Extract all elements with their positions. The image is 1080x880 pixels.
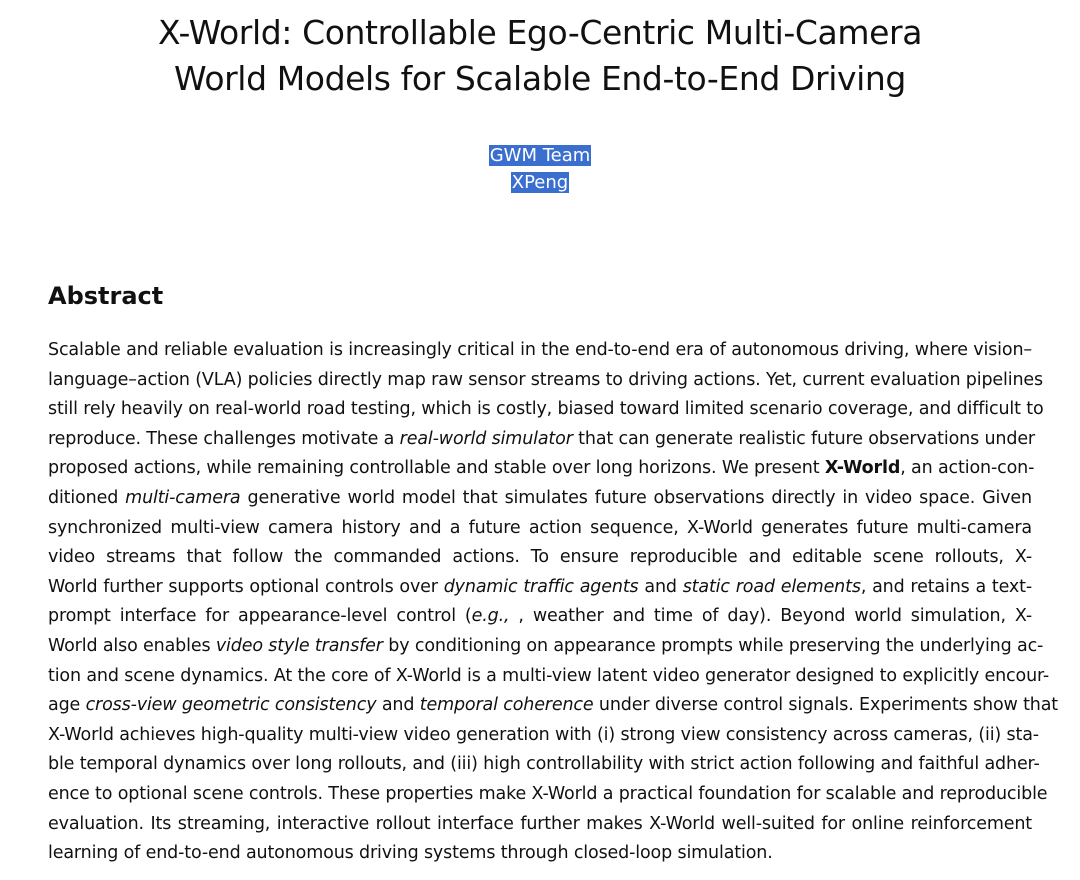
abstract-emphasis: static road elements bbox=[682, 576, 861, 597]
abstract-emphasis: multi-camera bbox=[125, 487, 241, 508]
abstract-text: X-World achieves high-quality multi-view video generation with (i) strong view consistency across cameras, (ii) sta- bbox=[48, 724, 1039, 745]
abstract-text: language–action (VLA) policies directly map raw sensor streams to driving actions. Yet, current evaluation pipelines bbox=[48, 369, 1044, 390]
abstract-line bbox=[48, 336, 1032, 366]
abstract-text: synchronized multi-view camera history and a future action sequence, X-World generates future multi-camera bbox=[48, 517, 1032, 538]
abstract-text: World also enables bbox=[48, 635, 216, 656]
abstract-body bbox=[48, 336, 1059, 869]
abstract-line bbox=[48, 454, 1035, 484]
author-team-line bbox=[0, 142, 1080, 169]
abstract-text: by conditioning on appearance prompts while preserving the underlying ac- bbox=[382, 635, 1044, 656]
abstract-emphasis: temporal coherence bbox=[419, 695, 594, 716]
abstract-text: , and retains a text- bbox=[860, 576, 1032, 597]
abstract-text: and bbox=[638, 576, 683, 597]
abstract-text: under diverse control signals. Experiments show that bbox=[593, 695, 1059, 716]
paper-title-line-2: World Models for Scalable End-to-End Driving bbox=[174, 59, 906, 98]
abstract-line bbox=[48, 425, 1035, 455]
abstract-text: reproduce. These challenges motivate a bbox=[48, 428, 400, 449]
abstract-line bbox=[48, 780, 1048, 810]
abstract-text: proposed actions, while remaining controllable and stable over long horizons. We present bbox=[48, 458, 825, 479]
abstract-text: , an action-con- bbox=[900, 458, 1035, 479]
abstract-text: learning of end-to-end autonomous driving systems through closed-loop simulation. bbox=[48, 843, 773, 864]
abstract-emphasis: video style transfer bbox=[215, 635, 383, 656]
abstract-line bbox=[48, 839, 1032, 869]
abstract-bold-term: X-World bbox=[824, 458, 901, 479]
abstract-emphasis: cross-view geometric consistency bbox=[85, 695, 377, 716]
paper-title bbox=[0, 10, 1080, 102]
abstract-text: tion and scene dynamics. At the core of X-World is a multi-view latent video generator designed to explicitly encour- bbox=[48, 665, 1050, 686]
abstract-emphasis: real-world simulator bbox=[399, 428, 573, 449]
author-affiliation[interactable]: XPeng bbox=[511, 172, 569, 193]
abstract-line bbox=[48, 514, 1032, 544]
abstract-line bbox=[48, 750, 1040, 780]
abstract-line bbox=[48, 691, 1059, 721]
abstract-text: ble temporal dynamics over long rollouts, and (iii) high controllability with strict action following and faithful adher- bbox=[48, 754, 1040, 775]
abstract-text: generative world model that simulates future observations directly in video space. Given bbox=[240, 487, 1032, 508]
abstract-emphasis: dynamic traffic agents bbox=[443, 576, 639, 597]
paper-title-line-1: X-World: Controllable Ego-Centric Multi-Camera bbox=[157, 13, 923, 52]
abstract-text: prompt interface for appearance-level control ( bbox=[48, 606, 472, 627]
abstract-text: Scalable and reliable evaluation is increasingly critical in the end-to-end era of autonomous driving, where vision– bbox=[48, 340, 1032, 360]
abstract-heading: Abstract bbox=[48, 282, 164, 310]
abstract-line bbox=[48, 573, 1032, 603]
abstract-line bbox=[48, 662, 1050, 692]
abstract-line bbox=[48, 395, 1044, 425]
author-affiliation-line bbox=[0, 169, 1080, 196]
abstract-text: video streams that follow the commanded actions. To ensure reproducible and editable scene rollouts, X- bbox=[48, 547, 1032, 568]
abstract-text: ditioned bbox=[48, 487, 126, 508]
abstract-line bbox=[48, 632, 1044, 662]
author-team[interactable]: GWM Team bbox=[489, 145, 591, 166]
abstract-line bbox=[48, 810, 1032, 840]
abstract-text: ence to optional scene controls. These properties make X-World a practical foundation for scalable and reproducible bbox=[48, 783, 1048, 804]
abstract-text: that can generate realistic future observations under bbox=[572, 428, 1035, 449]
abstract-text: and bbox=[376, 695, 420, 716]
abstract-text: , weather and time of day). Beyond world simulation, X- bbox=[509, 606, 1033, 627]
author-block bbox=[0, 142, 1080, 196]
abstract-emphasis: e.g., bbox=[471, 606, 510, 627]
abstract-text: World further supports optional controls over bbox=[48, 576, 444, 597]
abstract-line bbox=[48, 543, 1032, 573]
abstract-line bbox=[48, 366, 1044, 396]
abstract-text: evaluation. Its streaming, interactive rollout interface further makes X-World well-suited for online reinforcement bbox=[48, 813, 1032, 834]
abstract-text: still rely heavily on real-world road testing, which is costly, biased toward limited scenario coverage, and difficult to bbox=[48, 399, 1044, 420]
abstract-line bbox=[48, 484, 1032, 514]
abstract-line bbox=[48, 602, 1032, 632]
abstract-line bbox=[48, 721, 1039, 751]
abstract-text: age bbox=[48, 695, 86, 716]
